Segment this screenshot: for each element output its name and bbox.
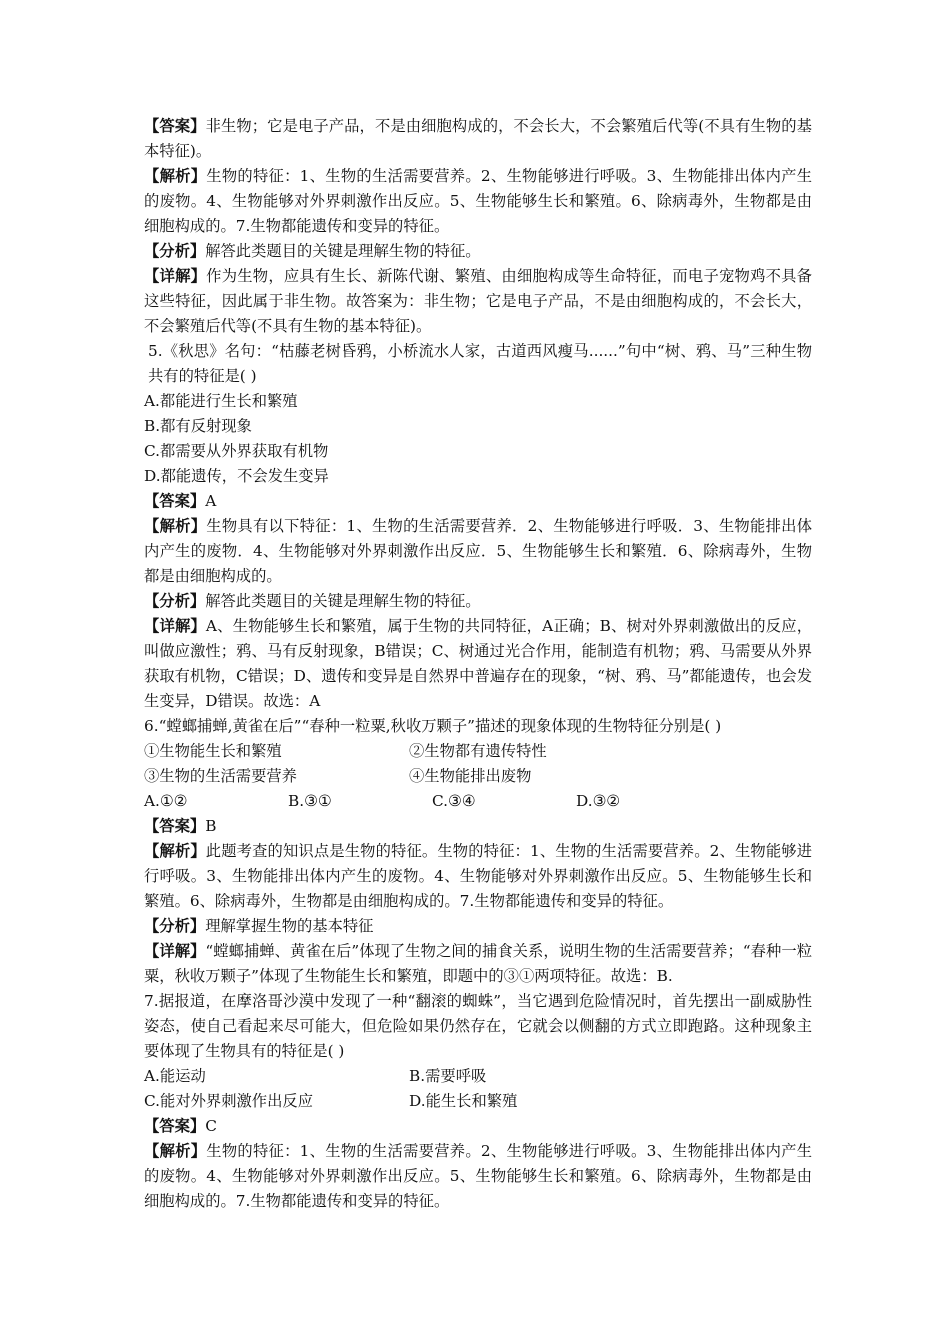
q7-options-row-1 xyxy=(144,1064,812,1089)
q7-answer-text: C xyxy=(205,1117,217,1135)
answer-text: 非生物；它是电子产品，不是由细胞构成的，不会长大，不会繁殖后代等(不具有生物的基本特征)。 xyxy=(144,117,812,160)
q6-fenxi xyxy=(144,914,812,939)
q5-answer-tag: 【答案】 xyxy=(144,492,206,510)
q7-option-a: A.能运动 xyxy=(144,1067,206,1085)
q6-item-4: ④生物能排出废物 xyxy=(409,767,532,785)
q6-detail-text: “螳螂捕蝉、黄雀在后”体现了生物之间的捕食关系，说明生物的生活需要营养；“春种一粒粟，秋收万颗子”体现了生物能生长和繁殖，即题中的③①两项特征。故选：B. xyxy=(144,942,812,985)
q5-fenxi xyxy=(144,589,812,614)
q7-analysis-tag: 【解析】 xyxy=(144,1142,207,1160)
q6-analysis xyxy=(144,839,812,914)
q6-analysis-text: 此题考查的知识点是生物的特征。生物的特征：1、生物的生活需要营养。2、生物能够进行呼吸。3、生物能排出体内产生的废物。4、生物能够对外界刺激作出反应。5、生物能够生长和繁殖。6、除病毒外，生物都是由细胞构成的。7.生物都能遗传和变异的特征。 xyxy=(144,842,812,910)
document-content xyxy=(144,114,812,1214)
answer-block xyxy=(144,114,812,164)
fenxi-text: 解答此类题目的关键是理解生物的特征。 xyxy=(205,242,481,260)
q7-answer xyxy=(144,1114,812,1139)
q5-option-c: C.都需要从外界获取有机物 xyxy=(144,442,329,460)
q6-fenxi-text: 理解掌握生物的基本特征 xyxy=(205,917,374,935)
q6-analysis-tag: 【解析】 xyxy=(144,842,206,860)
q5-analysis-tag: 【解析】 xyxy=(144,517,207,535)
q6-option-c: C.③④ xyxy=(432,792,476,810)
detail-block xyxy=(144,264,812,339)
q7-option-b: B.需要呼吸 xyxy=(409,1067,487,1085)
q5-answer xyxy=(144,489,812,514)
q7-option-c: C.能对外界刺激作出反应 xyxy=(144,1092,313,1110)
q6-option-b: B.③① xyxy=(288,792,332,810)
fenxi-block xyxy=(144,239,812,264)
q6-answer-tag: 【答案】 xyxy=(144,817,206,835)
q7-answer-tag: 【答案】 xyxy=(144,1117,206,1135)
q5-fenxi-text: 解答此类题目的关键是理解生物的特征。 xyxy=(205,592,481,610)
q5-answer-text: A xyxy=(205,492,217,510)
question-7-stem: 7.据报道，在摩洛哥沙漠中发现了一种“翻滚的蜘蛛”，当它遇到危险情况时，首先摆出一副威胁性姿态，使自己看起来尽可能大，但危险如果仍然存在，它就会以侧翻的方式立即跑路。这种现象主要体现了生物具有的特征是( ) xyxy=(144,992,812,1060)
q6-item-1: ①生物能生长和繁殖 xyxy=(144,742,282,760)
q6-answer-text: B xyxy=(205,817,217,835)
q6-answer xyxy=(144,814,812,839)
q5-option-a: A.都能进行生长和繁殖 xyxy=(144,392,298,410)
q7-analysis xyxy=(144,1139,812,1214)
q6-items-row-1 xyxy=(144,739,812,764)
q6-option-d: D.③② xyxy=(576,792,621,810)
q5-option-d: D.都能遗传，不会发生变异 xyxy=(144,467,329,485)
q5-option-b: B.都有反射现象 xyxy=(144,417,252,435)
question-5-stem: 5.《秋思》名句：“枯藤老树昏鸦，小桥流水人家，古道西风瘦马......”句中“树、鸦、马”三种生物共有的特征是( ) xyxy=(148,342,812,385)
question-6-stem: 6.“螳螂捕蝉,黄雀在后”“春种一粒粟,秋收万颗子”描述的现象体现的生物特征分别是( ) xyxy=(144,717,722,735)
q6-detail xyxy=(144,939,812,989)
analysis-text: 生物的特征：1、生物的生活需要营养。2、生物能够进行呼吸。3、生物能排出体内产生的废物。4、生物能够对外界刺激作出反应。5、生物能够生长和繁殖。6、除病毒外，生物都是由细胞构成的。7.生物都能遗传和变异的特征。 xyxy=(144,167,812,235)
q5-detail xyxy=(144,614,812,714)
q6-fenxi-tag: 【分析】 xyxy=(144,917,206,935)
q5-fenxi-tag: 【分析】 xyxy=(144,592,206,610)
q7-analysis-text: 生物的特征：1、生物的生活需要营养。2、生物能够进行呼吸。3、生物能排出体内产生的废物。4、生物能够对外界刺激作出反应。5、生物能够生长和繁殖。6、除病毒外，生物都是由细胞构成的。7.生物都能遗传和变异的特征。 xyxy=(144,1142,812,1210)
fenxi-tag: 【分析】 xyxy=(144,242,206,260)
q6-option-a: A.①② xyxy=(144,792,188,810)
q6-item-2: ②生物都有遗传特性 xyxy=(409,742,547,760)
q6-items-row-2 xyxy=(144,764,812,789)
detail-tag: 【详解】 xyxy=(144,267,207,285)
q6-detail-tag: 【详解】 xyxy=(144,942,206,960)
q5-analysis-text: 生物具有以下特征：1、生物的生活需要营养．2、生物能够进行呼吸．3、生物能排出体内产生的废物．4、生物能够对外界刺激作出反应．5、生物能够生长和繁殖．6、除病毒外，生物都是由细胞构成的。 xyxy=(144,517,812,585)
answer-tag: 【答案】 xyxy=(144,117,206,135)
q5-detail-tag: 【详解】 xyxy=(144,617,206,635)
q7-option-d: D.能生长和繁殖 xyxy=(409,1092,518,1110)
q5-analysis xyxy=(144,514,812,589)
analysis-block xyxy=(144,164,812,239)
analysis-tag: 【解析】 xyxy=(144,167,207,185)
q7-options-row-2 xyxy=(144,1089,812,1114)
q5-detail-text: A、生物能够生长和繁殖，属于生物的共同特征，A正确；B、树对外界刺激做出的反应，叫做应激性；鸦、马有反射现象，B错误；C、树通过光合作用，能制造有机物；鸦、马需要从外界获取有机物，C错误；D、遗传和变异是自然界中普遍存在的现象，“树、鸦、马”都能遗传，也会发生变异，D错误。故选：A xyxy=(144,617,812,710)
q6-item-3: ③生物的生活需要营养 xyxy=(144,767,297,785)
q6-options-row xyxy=(144,789,812,814)
detail-text: 作为生物，应具有生长、新陈代谢、繁殖、由细胞构成等生命特征，而电子宠物鸡不具备这些特征，因此属于非生物。故答案为：非生物；它是电子产品，不是由细胞构成的，不会长大，不会繁殖后代等(不具有生物的基本特征)。 xyxy=(144,267,812,335)
